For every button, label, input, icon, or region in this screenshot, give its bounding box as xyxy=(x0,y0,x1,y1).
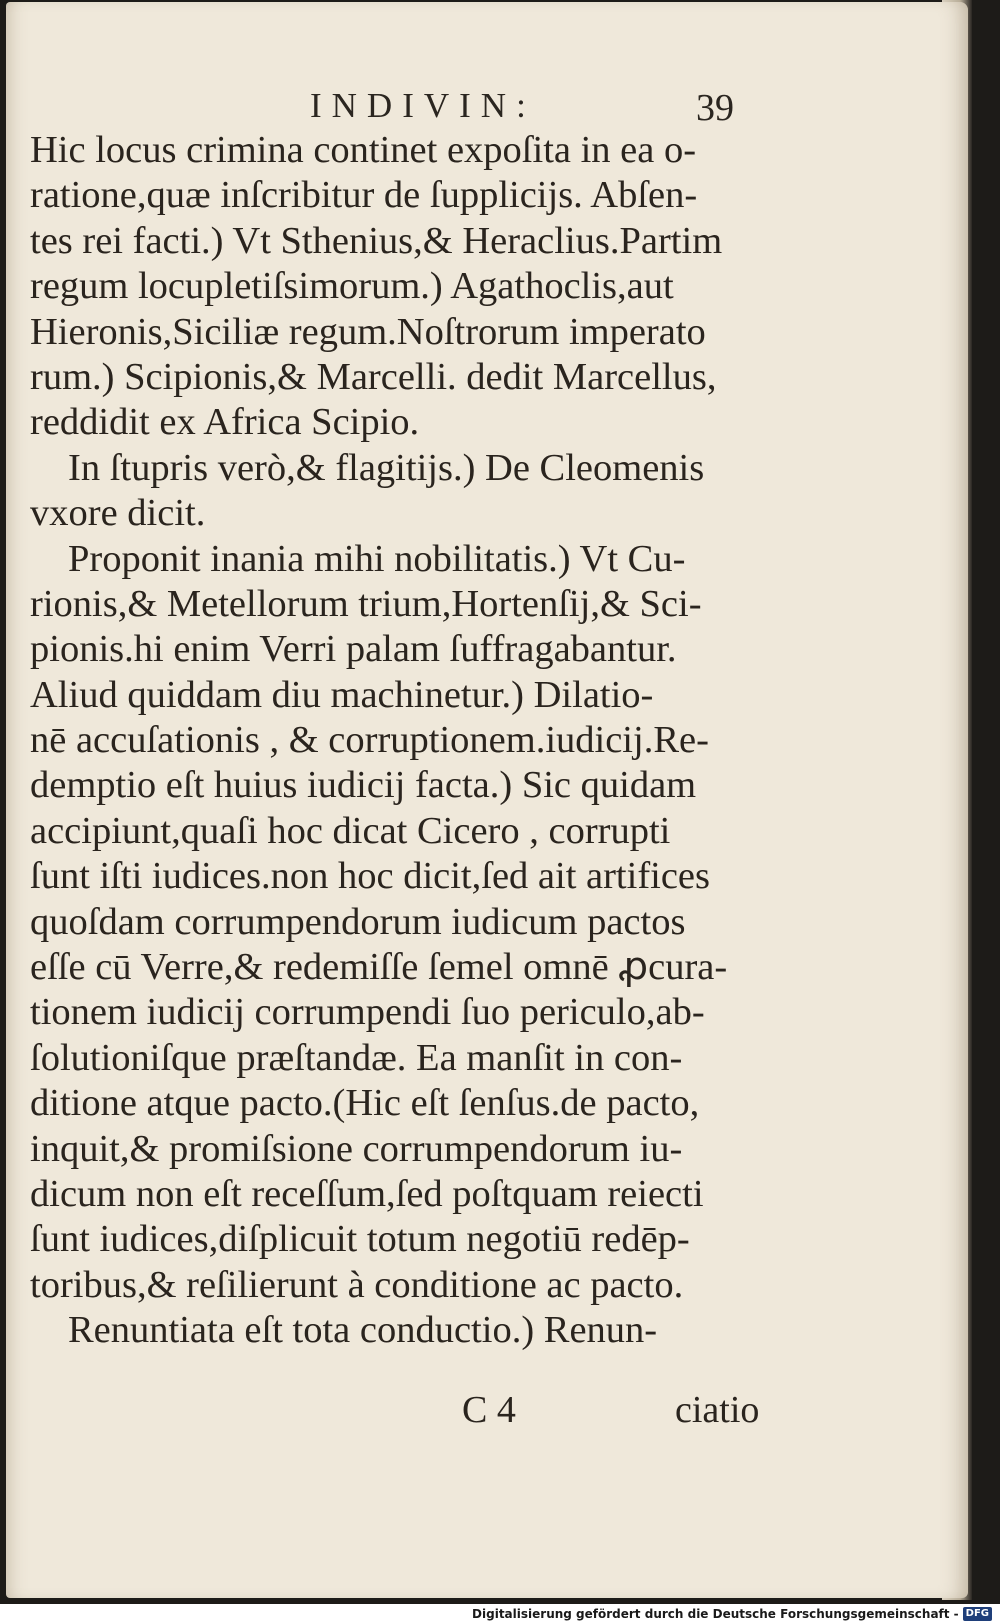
text-line: tionem iudicij corrumpendi ſuo periculo,ab- xyxy=(30,991,705,1034)
text-line: reddidit ex Africa Scipio. xyxy=(30,401,420,444)
dfg-logo: DFG xyxy=(963,1607,992,1621)
text-line: rum.) Scipionis,& Marcelli. dedit Marcellus, xyxy=(30,355,717,398)
text-line: dicum non eſt receſſum,ſed poſtquam reiecti xyxy=(30,1172,704,1215)
text-line: nē accuſationis , & corruptionem.iudicij.Re- xyxy=(30,719,709,762)
text-line: ratione,quæ inſcribitur de ſupplicijs. Abſen- xyxy=(30,174,698,217)
digitization-credit xyxy=(472,1607,992,1622)
text-line: ſunt iudices,diſplicuit totum negotiū redēp- xyxy=(30,1218,690,1261)
body-text xyxy=(30,128,790,1354)
text-line: ditione atque pacto.(Hic eſt ſenſus.de pacto, xyxy=(30,1082,700,1125)
text-line: Hieronis,Siciliæ regum.Noſtrorum imperato xyxy=(30,310,706,353)
text-line: ſunt iſti iudices.non hoc dicit,ſed ait artifices xyxy=(30,855,710,898)
text-line: Renuntiata eſt tota conductio.) Renun- xyxy=(68,1309,658,1352)
text-line: quoſdam corrumpendorum iudicum pactos xyxy=(30,900,686,943)
text-line: Hic locus crimina continet expoſita in ea o- xyxy=(30,129,697,171)
text-line: vxore dicit. xyxy=(30,492,206,535)
text-line: demptio eſt huius iudicij facta.) Sic quidam xyxy=(30,764,697,807)
text-line: In ſtupris verò,& flagitijs.) De Cleomenis xyxy=(68,446,705,489)
text-line: pionis.hi enim Verri palam ſuffragabantur. xyxy=(30,628,677,671)
text-line: rionis,& Metellorum trium,Hortenſij,& Sci- xyxy=(30,582,702,625)
text-line: eſſe cū Verre,& redemiſſe ſemel omnē ꝓcura- xyxy=(30,946,728,989)
page-number: 39 xyxy=(696,87,734,129)
credit-text: Digitalisierung gefördert durch die Deutsche Forschungsgemeinschaft - xyxy=(472,1606,959,1621)
catchword: ciatio xyxy=(675,1389,760,1431)
running-head: INDIVIN: xyxy=(310,86,536,125)
text-line: Aliud quiddam diu machinetur.) Dilatio- xyxy=(30,673,654,716)
text-line: inquit,& promiſsione corrumpendorum iu- xyxy=(30,1127,683,1170)
text-line: accipiunt,quaſi hoc dicat Cicero , corrupti xyxy=(30,809,671,852)
signature-mark: C 4 xyxy=(462,1389,516,1431)
text-line: regum locupletiſsimorum.) Agathoclis,aut xyxy=(30,265,674,308)
text-line: toribus,& reſilierunt à conditione ac pacto. xyxy=(30,1263,684,1306)
page-footer xyxy=(30,1388,790,1436)
text-line: ſolutioniſque præſtandæ. Ea manſit in con- xyxy=(30,1036,683,1079)
text-line: tes rei facti.) Vt Sthenius,& Heraclius.Partim xyxy=(30,219,723,262)
text-line: Proponit inania mihi nobilitatis.) Vt Cu- xyxy=(68,537,686,580)
